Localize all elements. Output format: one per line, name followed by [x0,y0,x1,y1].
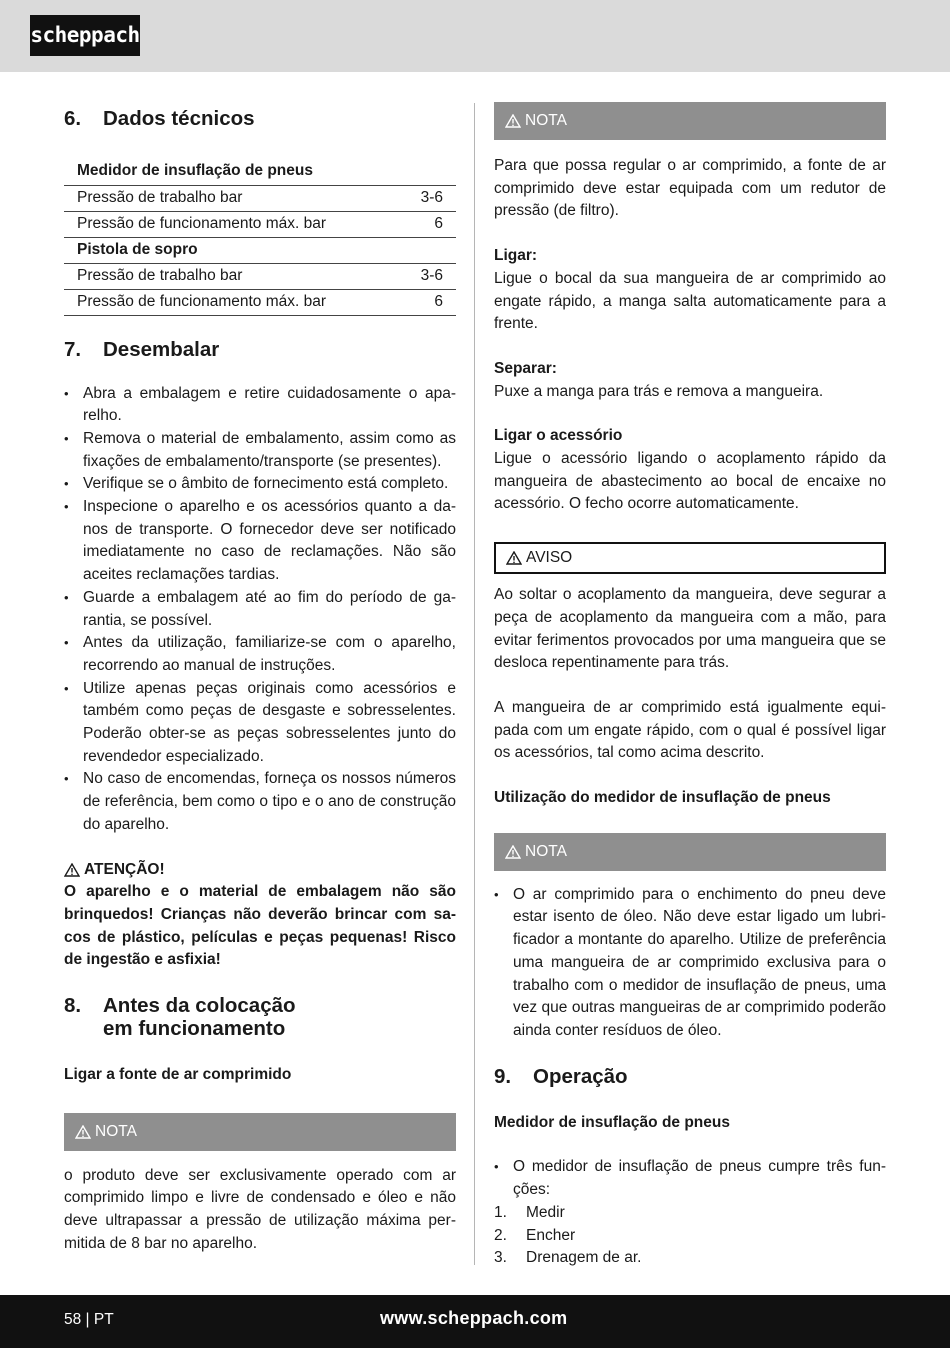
table-cell: 6 [397,289,456,315]
page-number: 58 | PT [64,1311,114,1328]
section-8-heading [64,994,456,1040]
table-cell: 6 [397,211,456,237]
unpacking-list [64,383,456,837]
section-title: Dados técnicos [103,107,255,130]
table-cell: 3-6 [397,185,456,211]
list-item [494,1225,886,1248]
subheading: Utilização do medidor de insuflação de pneus [494,789,831,807]
note-banner [494,833,886,871]
acessorio-title: Ligar o acessório [494,427,623,445]
list-item: • Utilize apenas peças originais como acessórios e também como peças de desgaste e sobresselentes. Poderão obter-se as peças sobresselentes junto do revendedor especializado. [64,678,456,769]
table-row [64,237,456,263]
list-item: • No caso de encomendas, forneça os nossos números de referência, bem como o tipo e o ano de construção do aparelho. [64,768,456,836]
subheading: Medidor de insuflação de pneus [494,1113,730,1131]
ligar-text: Ligue o bocal da sua mangueira de ar comprimido ao engate rápido, a manga salta automaticamente para a frente. [494,269,886,333]
table-row [64,185,456,211]
list-item [494,1247,886,1270]
note-text: o produto deve ser exclusivamente operado com ar comprimido limpo e livre de condensado e óleo e não deve ultrapassar a pressão de utilização máxima permitida de 8 bar no aparelho. [64,1166,456,1252]
warning-banner [494,542,886,574]
table-row [64,159,456,185]
note-label: NOTA [525,842,567,860]
section-number: 9. [494,1064,512,1088]
list-item: • Remova o material de embalamento, assim como as fixações de embalamento/transporte (se presentes). [64,428,456,473]
list-item: • Abra a embalagem e retire cuidadosamente o aparelho. [64,383,456,428]
table-cell: Pressão de funcionamento máx. bar [64,289,397,315]
section-number: 6. [64,107,82,130]
website-link[interactable]: www.scheppach.com [380,1308,568,1328]
table-cell: 3-6 [397,263,456,289]
list-item: • O medidor de insuflação de pneus cumpre três funções: [494,1156,886,1201]
table-cell [397,159,456,185]
ligar-title: Ligar: [494,247,538,265]
section-7-heading [64,338,456,361]
right-column [494,102,886,1270]
paragraph: A mangueira de ar comprimido está igualmente equipada com um engate rápido, com o qual é possível ligar os acessórios, tal como acima descrito. [494,698,886,762]
table-cell [397,237,456,263]
item-number: 2. [494,1226,507,1244]
note-text: Para que possa regular o ar comprimido, a fonte de ar comprimido deve estar equipada com um redutor de pressão (de filtro). [494,157,886,220]
column-divider [474,103,475,1265]
note-banner [494,102,886,140]
section-number: 8. [64,994,82,1018]
section-6-heading [64,107,456,130]
table-row [64,263,456,289]
table-cell: Pressão de trabalho bar [64,185,397,211]
item-text: Encher [526,1226,576,1244]
section-title-line2: em funcionamento [103,1017,286,1041]
item-text: Drenagem de ar. [526,1249,642,1267]
warning-text: O aparelho e o material de embalagem não são brinquedos! Crianças não deverão brincar com sacos de plástico, películas e peças pequenas! Risco de ingestão e asfixia! [64,883,456,969]
table-cell: Pistola de sopro [64,237,397,263]
table-cell: Pressão de trabalho bar [64,263,397,289]
table-row [64,289,456,315]
warning-label: AVISO [526,548,573,566]
acessorio-text: Ligue o acessório ligando o acoplamento rápido da mangueira de abastecimento ao bocal de encaixe no acessório. O fecho ocorre automaticamente. [494,450,886,513]
list-item: • Verifique se o âmbito de fornecimento está completo. [64,473,456,496]
note-label: NOTA [95,1122,137,1140]
section-number: 7. [64,337,82,361]
note-list [494,884,886,1043]
warning-triangle-icon [505,114,521,128]
scheppach-logo: scheppach [30,15,140,56]
list-item: • Inspecione o aparelho e os acessórios quanto a danos de transporte. O fornecedor deve ser notificado imediatamente no caso de reclamações. Não são aceites reclamações tardias. [64,496,456,587]
warning-title-text: ATENÇÃO! [84,860,165,878]
warning-text: Ao soltar o acoplamento da mangueira, deve segurar a peça de acoplamento da mangueira com a mão, para evitar ferimentos provocados por uma mangueira que se desloca repentinamente para trás. [494,586,886,672]
subheading: Ligar a fonte de ar comprimido [64,1066,292,1084]
item-number: 3. [494,1249,507,1267]
note-label: NOTA [525,112,567,129]
item-number: 1. [494,1203,507,1221]
functions-list [494,1202,886,1270]
table-cell: Pressão de funcionamento máx. bar [64,211,397,237]
warning-triangle-icon [64,863,80,877]
warning-triangle-icon [506,551,522,565]
warning-triangle-icon [75,1125,91,1139]
list-item: • Antes da utilização, familiarize-se com o aparelho, recorrendo ao manual de instruções. [64,632,456,677]
operation-list [494,1156,886,1201]
table-row [64,211,456,237]
table-cell: Medidor de insuflação de pneus [64,159,397,185]
warning-title [64,859,456,882]
list-item [494,1202,886,1225]
section-9-heading [494,1065,886,1088]
section-title: Desembalar [103,337,220,361]
list-item: • O ar comprimido para o enchimento do pneu deve estar isento de óleo. Não deve estar ligado um lubrificador a montante do aparelho. Utilize de preferência uma mangueira de ar comprimido exclusiva para o trabalho com o medidor de insuflação de pneus, uma vez que outras mangueiras de ar comprimido poderão ainda conter resíduos de óleo. [494,884,886,1043]
separar-text: Puxe a manga para trás e remova a mangueira. [494,382,824,400]
footer-band [0,1295,950,1348]
list-item: • Guarde a embalagem até ao fim do período de garantia, se possível. [64,587,456,632]
section-title: Operação [533,1064,628,1088]
separar-title: Separar: [494,359,557,377]
header-band [0,0,950,72]
technical-data-table [64,159,456,316]
section-title-line1: Antes da colocação [103,994,296,1018]
note-banner [64,1113,456,1151]
item-text: Medir [526,1203,565,1221]
left-column [64,100,456,1256]
warning-triangle-icon [505,845,521,859]
